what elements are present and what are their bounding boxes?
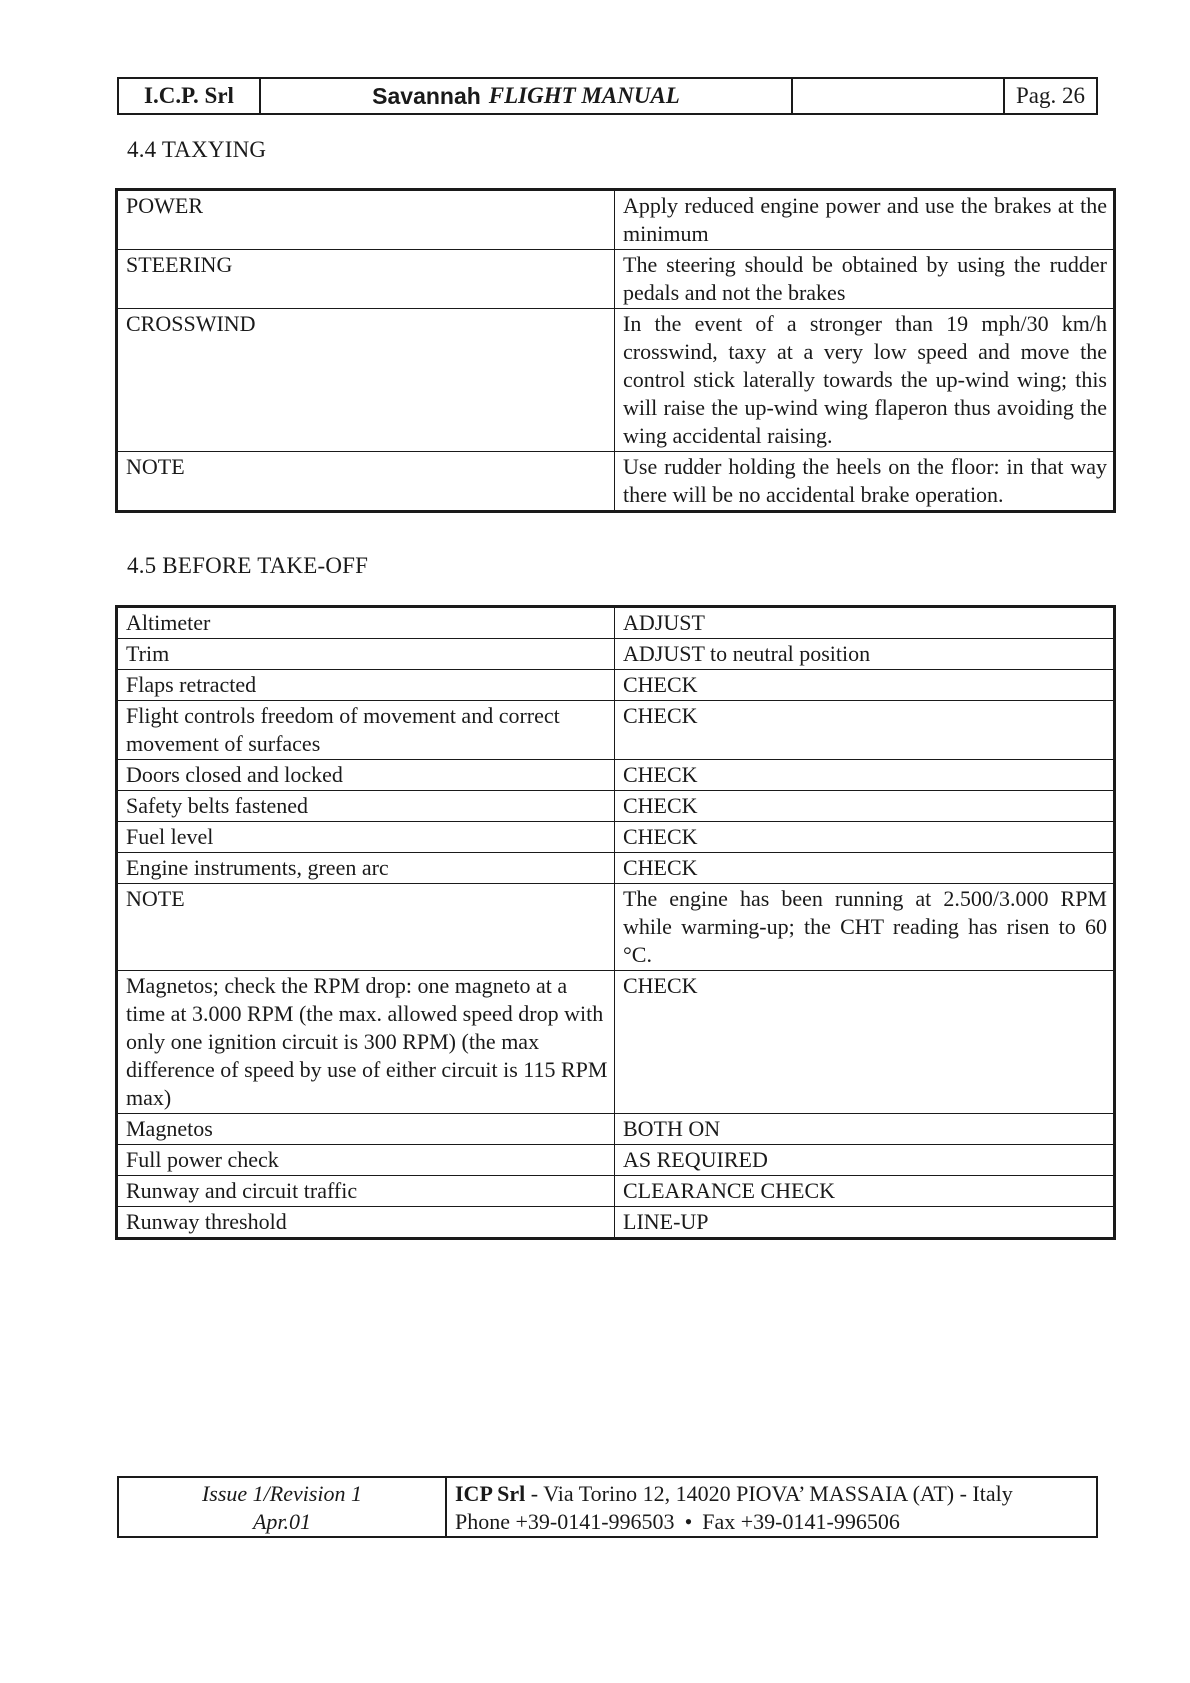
taxying-action: The steering should be obtained by using the rudder pedals and not the brakes: [615, 250, 1114, 309]
checklist-item: Full power check: [118, 1145, 615, 1176]
footer-address-line: [455, 1480, 1096, 1508]
footer-date: Apr.01: [252, 1509, 312, 1534]
page-header: [117, 77, 1098, 115]
table-row: [118, 608, 1114, 639]
taxying-item: POWER: [118, 191, 615, 250]
checklist-item: Safety belts fastened: [118, 791, 615, 822]
checklist-item: Trim: [118, 639, 615, 670]
table-row: [118, 452, 1114, 511]
checklist-item: Runway and circuit traffic: [118, 1176, 615, 1207]
header-company: I.C.P. Srl: [119, 79, 261, 113]
section-title-taxying: 4.4 TAXYING: [127, 137, 267, 162]
table-row: [118, 191, 1114, 250]
checklist-action: CHECK: [615, 971, 1114, 1114]
table-row: [118, 1145, 1114, 1176]
footer-fax: Fax +39-0141-996506: [702, 1509, 900, 1534]
checklist-item: Fuel level: [118, 822, 615, 853]
checklist-item: Magnetos: [118, 1114, 615, 1145]
taxying-item: STEERING: [118, 250, 615, 309]
header-brand: Savannah: [372, 82, 481, 109]
footer-contact: [447, 1478, 1096, 1536]
footer-address: - Via Torino 12, 14020 PIOVA’ MASSAIA (AT) - Italy: [525, 1481, 1013, 1506]
checklist-action: CHECK: [615, 853, 1114, 884]
table-row: [118, 701, 1114, 760]
header-doc-title: FLIGHT MANUAL: [488, 83, 680, 108]
footer-revision: [119, 1478, 447, 1536]
checklist-action: CHECK: [615, 791, 1114, 822]
table-row: [118, 309, 1114, 452]
table-row: [118, 1114, 1114, 1145]
checklist-action: LINE-UP: [615, 1207, 1114, 1238]
table-row: [118, 853, 1114, 884]
checklist-item: Altimeter: [118, 608, 615, 639]
checklist-item: Runway threshold: [118, 1207, 615, 1238]
checklist-item: NOTE: [118, 884, 615, 971]
checklist-item: Magnetos; check the RPM drop: one magneto at a time at 3.000 RPM (the max. allowed speed drop with only one ignition circuit is 300 RPM) (the max difference of speed by use of either circuit is 115 RPM max): [118, 971, 615, 1114]
bullet-icon: •: [684, 1509, 693, 1534]
table-row: [118, 791, 1114, 822]
table-row: [118, 250, 1114, 309]
checklist-action: CHECK: [615, 701, 1114, 760]
table-row: [118, 884, 1114, 971]
footer-phone: Phone +39-0141-996503: [455, 1509, 675, 1534]
footer-issue: Issue 1/Revision 1: [201, 1481, 363, 1506]
header-title: [261, 79, 793, 113]
table-row: [118, 822, 1114, 853]
header-blank-cell: [793, 79, 1005, 113]
checklist-action: ADJUST: [615, 608, 1114, 639]
table-row: [118, 1207, 1114, 1238]
checklist-item: Doors closed and locked: [118, 760, 615, 791]
taxying-item: NOTE: [118, 452, 615, 511]
taxying-action: In the event of a stronger than 19 mph/30 km/h crosswind, taxy at a very low speed and move the control stick laterally towards the up-wind wing; this will raise the up-wind wing flaperon thus avoiding the wing accidental raising.: [615, 309, 1114, 452]
footer-phone-line: [455, 1508, 1096, 1536]
taxying-action: Use rudder holding the heels on the floor: in that way there will be no accidental brake operation.: [615, 452, 1114, 511]
checklist-action: CHECK: [615, 760, 1114, 791]
header-page-number: Pag. 26: [1016, 83, 1085, 108]
footer-company: ICP Srl: [455, 1481, 526, 1506]
checklist-action: CHECK: [615, 670, 1114, 701]
checklist-item: Flaps retracted: [118, 670, 615, 701]
table-row: [118, 1176, 1114, 1207]
table-row: [118, 971, 1114, 1114]
checklist-item: Engine instruments, green arc: [118, 853, 615, 884]
taxying-table: [117, 190, 1114, 511]
checklist-action: ADJUST to neutral position: [615, 639, 1114, 670]
before-takeoff-table: [117, 607, 1114, 1238]
taxying-action: Apply reduced engine power and use the brakes at the minimum: [615, 191, 1114, 250]
checklist-item: Flight controls freedom of movement and correct movement of surfaces: [118, 701, 615, 760]
checklist-action: The engine has been running at 2.500/3.000 RPM while warming-up; the CHT reading has risen to 60 °C.: [615, 884, 1114, 971]
checklist-action: CLEARANCE CHECK: [615, 1176, 1114, 1207]
table-row: [118, 670, 1114, 701]
section-title-before-takeoff: 4.5 BEFORE TAKE-OFF: [127, 553, 369, 578]
taxying-item: CROSSWIND: [118, 309, 615, 452]
table-row: [118, 639, 1114, 670]
table-row: [118, 760, 1114, 791]
page-footer: [117, 1476, 1098, 1538]
checklist-action: AS REQUIRED: [615, 1145, 1114, 1176]
checklist-action: CHECK: [615, 822, 1114, 853]
checklist-action: BOTH ON: [615, 1114, 1114, 1145]
